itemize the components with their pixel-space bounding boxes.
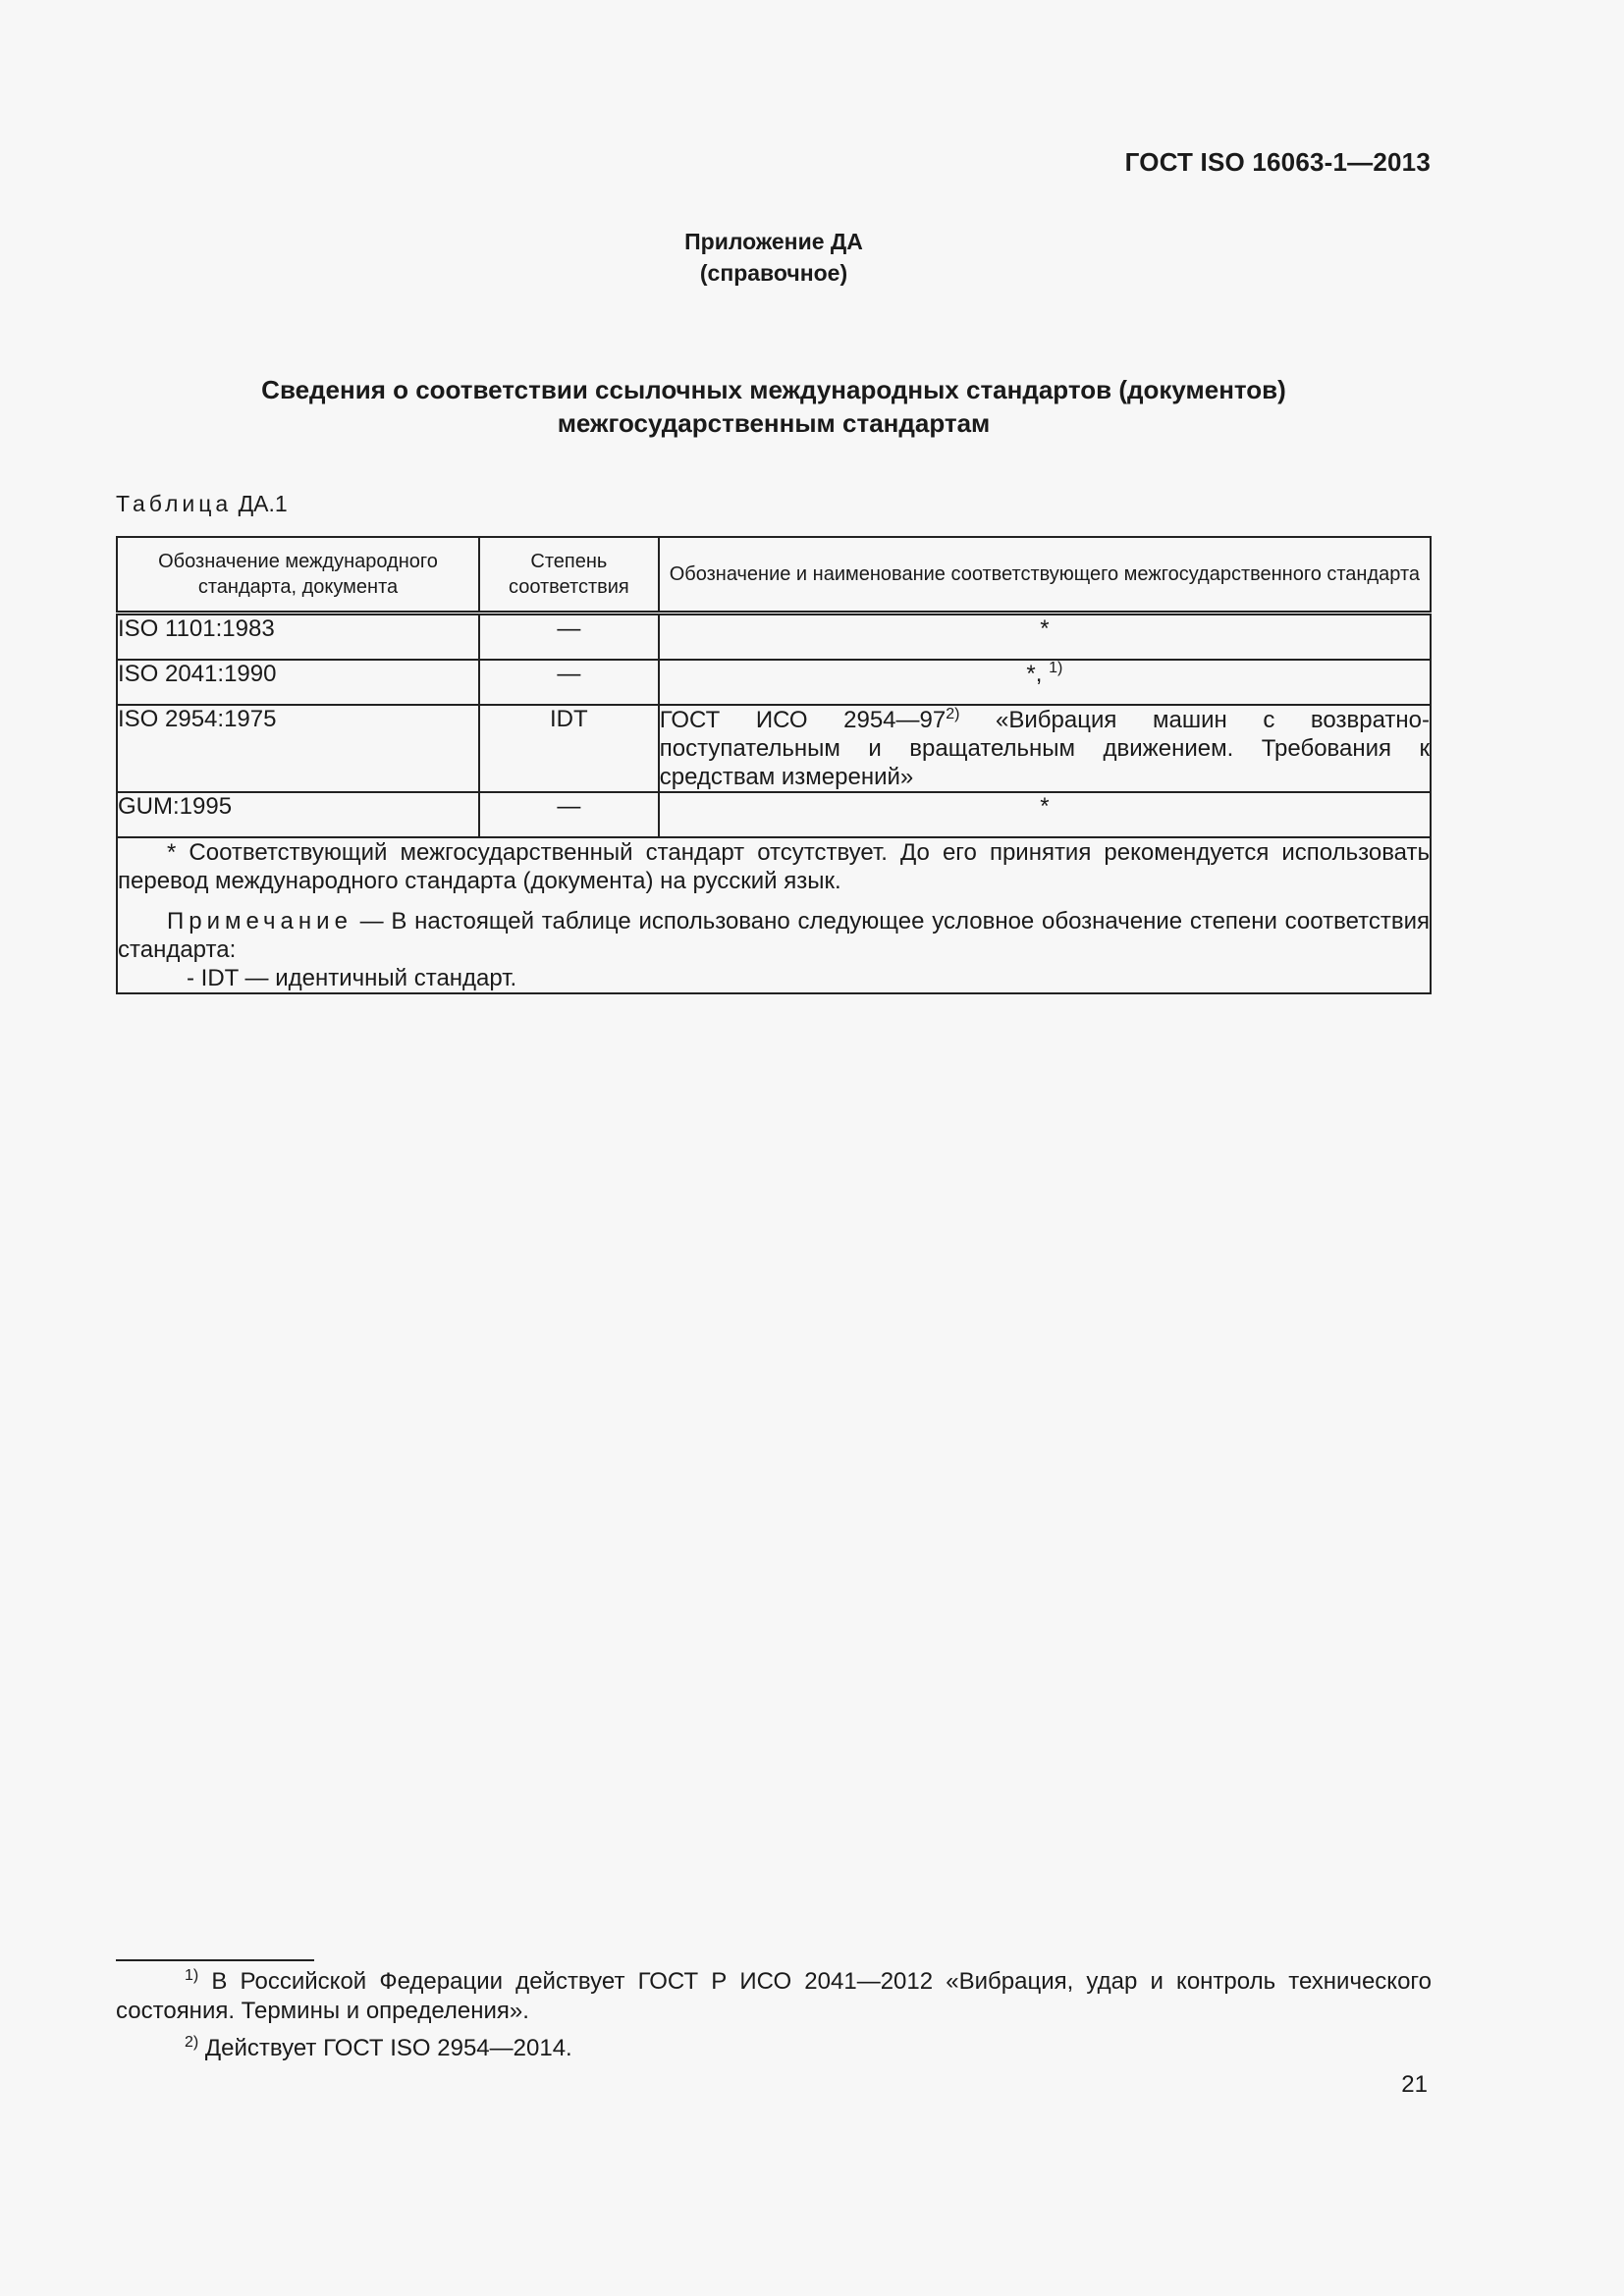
footnote-text: Действует ГОСТ ISO 2954—2014. (198, 2035, 572, 2061)
table-caption (116, 491, 288, 517)
note-label: Примечание (167, 908, 352, 934)
table-notes-row (117, 837, 1431, 993)
row-desc (659, 792, 1431, 837)
table-row (117, 705, 1431, 792)
row-desc (659, 614, 1431, 661)
row-desc-text: *, (1026, 661, 1050, 687)
row-desc-post: «Вибрация машин с возвратно-поступательным и вращательным движением. Требования к средствам измерений» (659, 707, 1430, 790)
row-desc-pre: ГОСТ ИСО 2954—97 (659, 707, 947, 733)
footnote-divider (116, 1959, 314, 1961)
footnotes (116, 1967, 1432, 2071)
row-desc (659, 660, 1431, 705)
footnote-mark: 2) (185, 2034, 199, 2051)
table-caption-number: ДА.1 (238, 491, 288, 516)
section-title-line-1: Сведения о соответствии ссылочных международных стандартов (документов) (261, 375, 1286, 404)
note-text: — В настоящей таблице использовано следующее условное обозначение степени соответствия стандарта: (118, 908, 1430, 963)
document-code: ГОСТ ISO 16063-1—2013 (1124, 147, 1431, 177)
note-star: * Соответствующий межгосударственный стандарт отсутствует. До его принятия рекомендуется использовать перевод международного стандарта (документа) на русский язык. (118, 839, 1430, 894)
table-row (117, 660, 1431, 705)
table-notes (117, 837, 1431, 993)
row-desc (659, 705, 1431, 792)
row-degree: IDT (479, 705, 659, 792)
appendix-subtitle: (справочное) (699, 260, 848, 286)
section-title-line-2: межгосударственным стандартам (557, 408, 991, 438)
table-row (117, 614, 1431, 661)
row-code: GUM:1995 (117, 792, 479, 837)
table-header-row (117, 537, 1431, 614)
row-code: ISO 2041:1990 (117, 660, 479, 705)
header-degree: Степень соответствия (479, 537, 659, 614)
section-title (0, 373, 1547, 440)
page-number: 21 (1401, 2071, 1428, 2098)
row-code: ISO 2954:1975 (117, 705, 479, 792)
appendix-title: Приложение ДА (684, 229, 863, 254)
header-international-standard: Обозначение международного стандарта, документа (117, 537, 479, 614)
row-degree: — (479, 660, 659, 705)
standards-table (116, 536, 1432, 994)
row-code: ISO 1101:1983 (117, 614, 479, 661)
header-interstate-standard: Обозначение и наименование соответствующего межгосударственного стандарта (659, 537, 1431, 614)
footnote-mark: 1) (185, 1967, 199, 1984)
footnote-text: В Российской Федерации действует ГОСТ Р ИСО 2041—2012 «Вибрация, удар и контроль технического состояния. Термины и определения». (116, 1968, 1432, 2024)
row-desc-text: * (1040, 615, 1050, 642)
footnote (116, 1967, 1432, 2026)
row-desc-text: * (1040, 793, 1050, 820)
note-paragraph (118, 907, 1430, 964)
row-degree: — (479, 614, 659, 661)
table-row (117, 792, 1431, 837)
note-item: - IDT — идентичный стандарт. (187, 965, 517, 991)
footnote-ref: 1) (1049, 660, 1063, 676)
row-degree: — (479, 792, 659, 837)
footnote (116, 2034, 1432, 2063)
footnote-ref: 2) (946, 706, 960, 722)
appendix-heading (0, 226, 1547, 289)
table-caption-word: Таблица (116, 491, 233, 516)
